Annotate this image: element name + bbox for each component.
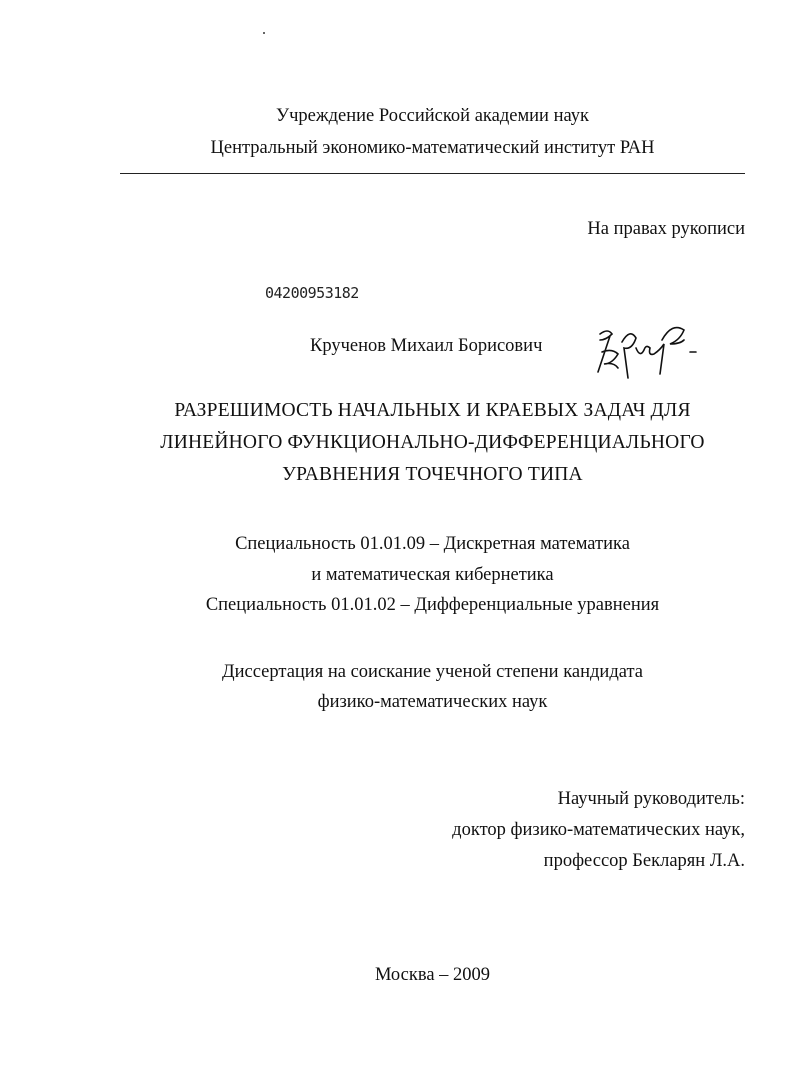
author-name: Крученов Михаил Борисович: [310, 336, 543, 356]
title-line-3: УРАВНЕНИЯ ТОЧЕЧНОГО ТИПА: [282, 464, 583, 485]
city-year: Москва – 2009: [374, 965, 491, 985]
advisor-degree: доктор физико-математических наук,: [452, 820, 745, 840]
author-signature: [592, 322, 707, 382]
specialty-line-3: Специальность 01.01.02 – Дифференциальные уравнения: [205, 595, 660, 615]
degree-line-1: Диссертация на соискание ученой степени кандидата: [222, 662, 643, 682]
advisor-label: Научный руководитель:: [557, 789, 745, 809]
header-divider: [120, 173, 745, 174]
specialty-line-1: Специальность 01.01.09 – Дискретная математика: [235, 534, 630, 554]
institution-line-2: Центральный экономико-математический институт РАН: [210, 138, 655, 158]
scan-speck: [263, 32, 265, 34]
advisor-name: профессор Бекларян Л.А.: [543, 851, 745, 871]
library-stamp-number: 04200953182: [265, 284, 359, 302]
degree-line-2: физико-математических наук: [317, 692, 548, 712]
institution-line-1: Учреждение Российской академии наук: [275, 106, 589, 126]
manuscript-note: На правах рукописи: [587, 219, 745, 239]
title-line-1: РАЗРЕШИМОСТЬ НАЧАЛЬНЫХ И КРАЕВЫХ ЗАДАЧ ДЛЯ: [174, 400, 691, 421]
specialty-line-2: и математическая кибернетика: [311, 565, 554, 585]
title-line-2: ЛИНЕЙНОГО ФУНКЦИОНАЛЬНО-ДИФФЕРЕНЦИАЛЬНОГО: [160, 432, 705, 453]
